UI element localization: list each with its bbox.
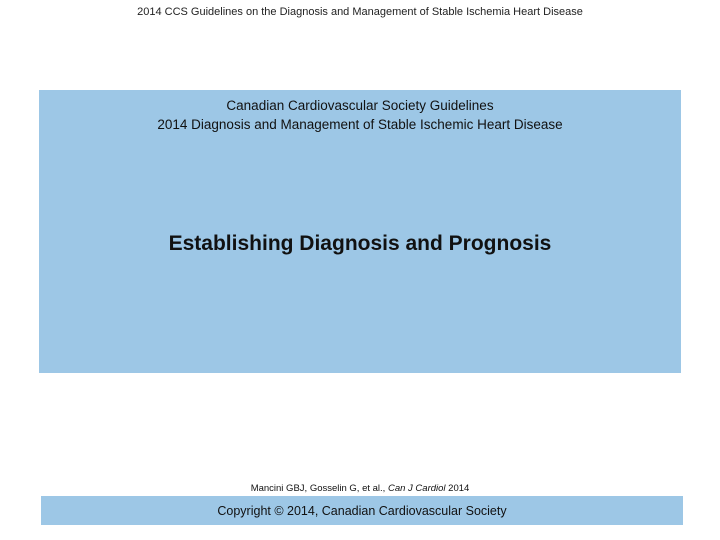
title-panel (39, 90, 681, 373)
copyright-text: Copyright © 2014, Canadian Cardiovascular Society (217, 503, 507, 518)
slide-subtitle (39, 96, 681, 134)
citation-year: 2014 (445, 483, 470, 494)
slide-header: 2014 CCS Guidelines on the Diagnosis and Management of Stable Ischemia Heart Disease (137, 6, 583, 18)
copyright-bar (41, 496, 683, 525)
subtitle-line-1: Canadian Cardiovascular Society Guidelines (226, 98, 494, 113)
citation-authors: Mancini GBJ, Gosselin G, et al., (250, 483, 388, 494)
citation (0, 483, 720, 494)
subtitle-line-2: 2014 Diagnosis and Management of Stable Ischemic Heart Disease (157, 117, 563, 132)
slide-title: Establishing Diagnosis and Prognosis (168, 232, 552, 255)
citation-journal: Can J Cardiol (387, 483, 446, 494)
